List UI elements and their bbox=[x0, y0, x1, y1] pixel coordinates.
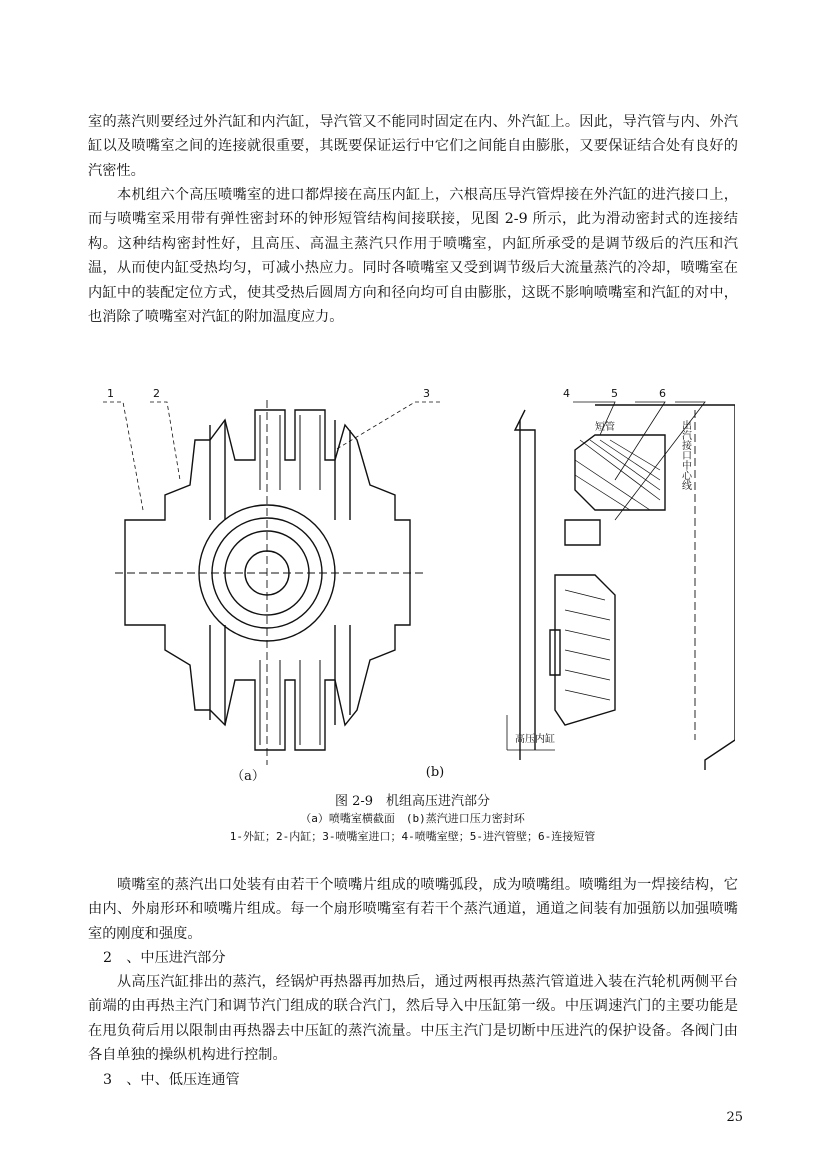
page-number: 25 bbox=[726, 1110, 743, 1125]
section-heading-3: 3 、中、低压连通管 bbox=[103, 1072, 240, 1088]
label-hp-inner-casing: 高压内缸 bbox=[515, 734, 555, 745]
figure-title: 图 2-9 机组高压进汽部分 bbox=[334, 794, 491, 809]
label-3: 3 bbox=[423, 387, 430, 400]
label-1: 1 bbox=[107, 387, 114, 400]
paragraph-ip-steam: 从高压汽缸排出的蒸汽，经锅炉再热器再加热后，通过两根再热蒸汽管道进入装在汽轮机两侧平台前端的由再热主汽门和调节汽门组成的联合汽门，然后导入中压缸第一级。中压调速汽门的主要功能是在甩负荷后用以限制由再热器去中压缸的蒸汽流量。中压主汽门是切断中压进汽的保护设备。各阀门由各自单独的操纵机构进行控制。 bbox=[88, 974, 738, 1064]
figure-sublabel-a: （a） bbox=[231, 769, 265, 784]
label-2: 2 bbox=[153, 387, 160, 400]
figure-caption-legend: 1-外缸；2-内缸；3-喷嘴室进口；4-喷嘴室壁；5-进汽管壁；6-连接短管 bbox=[229, 830, 596, 843]
paragraph-intro: 室的蒸汽则要经过外汽缸和内汽缸，导汽管又不能同时固定在内、外汽缸上。因此，导汽管与内、外汽缸以及喷嘴室之间的连接就很重要，其既要保证运行中它们之间能自由膨胀，又要保证结合处有良好的汽密性。 bbox=[88, 114, 738, 179]
figure-sublabel-b: (b) bbox=[425, 765, 445, 780]
label-5: 5 bbox=[611, 387, 618, 400]
figure-caption-parts: （a）喷嘴室横截面 (b)蒸汽进口压力密封环 bbox=[300, 812, 525, 825]
label-centerline: 出汽接口中心线 bbox=[679, 420, 691, 490]
label-6: 6 bbox=[659, 387, 666, 400]
seal-ring-detail bbox=[507, 402, 735, 770]
paragraph-nozzle-chamber: 本机组六个高压喷嘴室的进口都焊接在高压内缸上，六根高压导汽管焊接在外汽缸的进汽接口上，而与喷嘴室采用带有弹性密封环的钟形短管结构间接联接，见图 2-9 所示，此为滑动密封式的连接结构。这种结构密封性好，且高压、高温主蒸汽只作用于喷嘴室，内缸所承受的是调节级后的汽压和汽温，从而使内缸受热均匀，可减小热应力。同时各喷嘴室又受到调节级后大流量蒸汽的冷却，喷嘴室在内缸中的装配定位方式，使其受热后圆周方向和径向均可自由膨胀，这既不影响喷嘴室和汽缸的对中，也消除了喷嘴室对汽缸的附加温度应力。 bbox=[88, 187, 738, 326]
figure-2-9-diagram bbox=[95, 380, 735, 775]
nozzle-chamber-cross-section bbox=[103, 400, 440, 765]
label-4: 4 bbox=[563, 387, 570, 400]
paragraph-nozzle-group: 喷嘴室的蒸汽出口处装有由若干个喷嘴片组成的喷嘴弧段，成为喷嘴组。喷嘴组为一焊接结构，它由内、外扇形环和喷嘴片组成。每一个扇形喷嘴室有若干个蒸汽通道，通道之间装有加强筋以加强喷嘴室的刚度和强度。 bbox=[88, 877, 738, 942]
section-heading-2: 2 、中压进汽部分 bbox=[103, 950, 226, 966]
label-short-pipe: 短管 bbox=[595, 422, 615, 433]
